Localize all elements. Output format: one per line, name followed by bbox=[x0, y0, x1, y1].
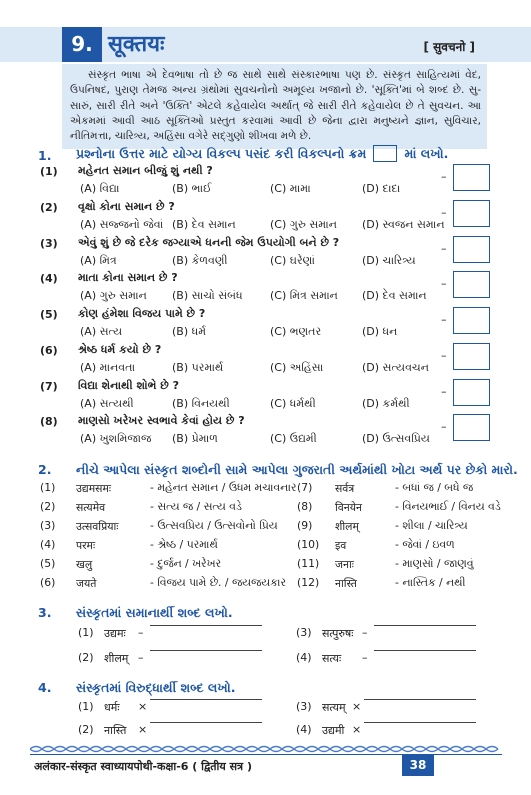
footer-wave-decoration bbox=[30, 744, 502, 754]
option-label: (D) દાદા bbox=[362, 182, 401, 195]
match-number: (7) bbox=[297, 481, 313, 494]
question-number: (8) bbox=[40, 415, 58, 428]
option-label: (B) વિનયથી bbox=[172, 397, 230, 410]
item-word: उद्यमः bbox=[104, 627, 126, 640]
cross-symbol: × bbox=[138, 723, 148, 736]
answer-dash: – bbox=[441, 349, 447, 362]
match-meanings: - વિનયભાઈ / વિનય વડે bbox=[395, 500, 501, 513]
option-label: (A) માનવતા bbox=[80, 361, 136, 374]
answer-box bbox=[453, 343, 490, 370]
option-label: (B) સાચો સંબંધ bbox=[172, 289, 243, 302]
option-label: (C) અહિંસા bbox=[270, 361, 324, 374]
option-label: (C) ગુરુ સમાન bbox=[270, 218, 337, 231]
match-number: (10) bbox=[297, 538, 320, 551]
option-label: (D) સત્યવચન bbox=[362, 361, 429, 374]
option-label: (D) કર્મથી bbox=[362, 397, 410, 410]
option-label: (D) સ્વજન સમાન bbox=[362, 218, 445, 231]
match-number: (11) bbox=[297, 557, 320, 570]
write-line bbox=[364, 699, 476, 700]
match-meanings: - બધાં જ / બધે જ bbox=[395, 481, 474, 494]
question-text: વૃક્ષો કોના સમાન છે ? bbox=[78, 200, 175, 213]
match-number: (12) bbox=[297, 576, 320, 589]
answer-dash: – bbox=[441, 242, 447, 255]
answer-box bbox=[453, 307, 490, 334]
answer-box bbox=[453, 379, 490, 406]
option-label: (A) સજ્જનો જેવાં bbox=[80, 218, 164, 231]
chapter-title: सूक्तयः bbox=[108, 32, 165, 57]
answer-dash: – bbox=[441, 170, 447, 183]
option-label: (D) ધન bbox=[362, 325, 398, 338]
answer-dash: – bbox=[441, 313, 447, 326]
option-label: (D) દેવ સમાન bbox=[362, 289, 427, 302]
match-meanings: - મહેનત સમાન / ઉધમ મચાવનાર bbox=[150, 481, 297, 494]
match-meanings: - સત્ય જ / સત્ય વડે bbox=[150, 500, 242, 513]
intro-panel bbox=[62, 64, 487, 149]
question-text: માણસો ખરેખર સ્વભાવે કેવાં હોય છે ? bbox=[78, 414, 245, 427]
item-word: उद्यमी bbox=[322, 724, 345, 737]
match-number: (5) bbox=[40, 557, 56, 570]
answer-dash: – bbox=[441, 385, 447, 398]
item-number: (2) bbox=[78, 723, 94, 736]
item-word: सत्यः bbox=[322, 652, 342, 665]
item-number: (2) bbox=[78, 651, 94, 664]
option-label: (B) પરમાર્થ bbox=[172, 361, 224, 374]
match-number: (4) bbox=[40, 538, 56, 551]
item-word: सत्पुरुषः bbox=[322, 627, 354, 640]
item-number: (4) bbox=[296, 651, 312, 664]
match-sanskrit-word: जयते bbox=[76, 577, 97, 590]
match-sanskrit-word: विनयेन bbox=[335, 501, 363, 514]
write-line bbox=[150, 699, 262, 700]
cross-symbol: × bbox=[352, 700, 362, 713]
question-text: એવું શું છે જે દરેક જગ્યાએ ધનની જેમ ઉપયોગી બને છે ? bbox=[78, 236, 340, 249]
section-4-title: સંસ્કૃતમાં વિરુદ્ધાર્થી શબ્દ લખો. bbox=[76, 680, 236, 695]
chapter-number: 9. bbox=[71, 32, 93, 56]
match-meanings: - વિજય પામે છે. / જયજયકાર bbox=[150, 576, 286, 589]
option-label: (C) ઘરેણાં bbox=[270, 254, 315, 267]
write-line bbox=[150, 650, 262, 651]
answer-box bbox=[453, 164, 490, 191]
item-word: सत्यम् bbox=[322, 701, 346, 714]
cross-symbol: × bbox=[138, 700, 148, 713]
answer-dash: – bbox=[441, 420, 447, 433]
match-sanskrit-word: शीलम् bbox=[335, 520, 359, 533]
question-text: મહેનત સમાન બીજું શું નથી ? bbox=[78, 164, 213, 177]
answer-box-sample bbox=[373, 145, 397, 162]
chapter-tag: [ सुवचनो ] bbox=[423, 40, 475, 54]
match-sanskrit-word: सत्यमेव bbox=[76, 501, 106, 514]
match-number: (1) bbox=[40, 481, 56, 494]
section-2-title: નીચે આપેલા સંસ્કૃત શબ્દોની સામે આપેલા ગુજરાતી અર્થમાંથી ખોટા અર્થ પર છેકો મારો. bbox=[76, 462, 518, 477]
footer-title: अलंकार-संस्कृत स्वाध्यायपोथी-कक्षा-6 ( द्वितीय सत्र ) bbox=[34, 760, 252, 773]
option-label: (B) દેવ સમાન bbox=[172, 218, 236, 231]
match-sanskrit-word: खलु bbox=[76, 558, 93, 571]
match-number: (6) bbox=[40, 576, 56, 589]
option-label: (C) ધર્મથી bbox=[270, 397, 316, 410]
answer-box bbox=[453, 236, 490, 263]
question-number: (3) bbox=[40, 237, 58, 250]
cross-symbol: × bbox=[352, 723, 362, 736]
dash-symbol: – bbox=[362, 651, 368, 664]
match-sanskrit-word: परमः bbox=[76, 539, 96, 552]
item-word: नास्ति bbox=[104, 724, 127, 737]
option-label: (B) પ્રેમાળ bbox=[172, 432, 218, 445]
question-number: (1) bbox=[40, 165, 58, 178]
section-4-number: 4. bbox=[38, 680, 52, 695]
dash-symbol: – bbox=[138, 626, 144, 639]
match-meanings: - માણસો / જાણવું bbox=[395, 557, 474, 570]
answer-box bbox=[453, 414, 490, 441]
option-label: (C) ઉદ્યમી bbox=[270, 432, 317, 445]
section-1-title: પ્રશ્નોના ઉત્તર માટે યોગ્ય વિકલ્પ પસંદ કરી વિકલ્પનો ક્રમ માં લખો. bbox=[76, 146, 449, 161]
section-3-number: 3. bbox=[38, 605, 52, 620]
match-number: (8) bbox=[297, 500, 313, 513]
option-label: (A) ગુરુ સમાન bbox=[80, 289, 147, 302]
option-label: (B) ભાઈ bbox=[172, 182, 212, 195]
dash-symbol: – bbox=[362, 626, 368, 639]
option-label: (D) ચારિત્ર્ય bbox=[362, 254, 416, 267]
question-text: કોણ હંમેશા વિજય પામે છે ? bbox=[78, 307, 206, 320]
item-number: (4) bbox=[296, 723, 312, 736]
match-sanskrit-word: जनाः bbox=[335, 558, 354, 571]
option-label: (A) વિદ્યા bbox=[80, 182, 120, 195]
option-label: (A) સત્ય bbox=[80, 325, 123, 338]
section-2-number: 2. bbox=[38, 462, 52, 477]
match-sanskrit-word: इव bbox=[335, 539, 347, 552]
intro-text: સંસ્કૃત ભાષા એ દેવભાષા તો છે જ સાથે સાથે સંસ્કારભાષા પણ છે. સંસ્કૃત સાહિત્યમાં વેદ, ઉપનિષદ, પુરાણ તેમજ અન્ય ગ્રંથોમાં સુવચનોનો અમૂલ્ય ખજાનો છે. 'સૂક્તિ'માં બે શબ્દ છે. સુ-સારું, સારી રીતે અને 'ઉક્તિ' એટલે કહેવાયેલ અર્થાત્ જે સારી રીતે કહેવાયેલ છે તે સુવચન. આ એકમમાં આવી આઠ સૂક્તિઓ પ્રસ્તુત કરવામાં આવી છે જેના દ્વારા મનુષ્યને જ્ઞાન, સુવિચાર, નીતિમત્તા, ચારિત્ર્ય, અહિંસા વગેરે સદ્ગુણો શીખવા મળે છે. bbox=[70, 69, 481, 143]
item-number: (1) bbox=[78, 626, 94, 639]
option-label: (A) મિત્ર bbox=[80, 254, 117, 267]
option-label: (C) મામા bbox=[270, 182, 311, 195]
answer-box bbox=[453, 271, 490, 298]
question-text: વિદ્યા શેનાથી શોભે છે ? bbox=[78, 379, 180, 392]
dash-symbol: – bbox=[138, 651, 144, 664]
page-number: 38 bbox=[402, 754, 434, 776]
item-number: (1) bbox=[78, 700, 94, 713]
write-line bbox=[150, 625, 262, 626]
match-sanskrit-word: सर्वत्र bbox=[335, 482, 355, 495]
match-sanskrit-word: उद्यमसमः bbox=[76, 482, 112, 495]
write-line bbox=[374, 625, 476, 626]
item-number: (3) bbox=[296, 626, 312, 639]
question-number: (5) bbox=[40, 308, 58, 321]
match-sanskrit-word: नास्ति bbox=[335, 577, 357, 590]
match-number: (9) bbox=[297, 519, 313, 532]
answer-dash: – bbox=[441, 206, 447, 219]
question-number: (7) bbox=[40, 380, 58, 393]
match-meanings: - શીલા / ચારિત્ર્ય bbox=[395, 519, 468, 532]
option-label: (A) સત્યથી bbox=[80, 397, 134, 410]
option-label: (A) ખુશમિજાજ bbox=[80, 432, 152, 445]
write-line bbox=[364, 722, 476, 723]
question-number: (2) bbox=[40, 201, 58, 214]
question-number: (4) bbox=[40, 272, 58, 285]
match-meanings: - જેવાં / ઇવળ bbox=[395, 538, 455, 551]
item-number: (3) bbox=[296, 700, 312, 713]
match-number: (3) bbox=[40, 519, 56, 532]
write-line bbox=[374, 650, 476, 651]
match-number: (2) bbox=[40, 500, 56, 513]
option-label: (C) મિત્ર સમાન bbox=[270, 289, 338, 302]
question-text: માતા કોના સમાન છે ? bbox=[78, 271, 178, 284]
match-meanings: - નાસ્તિક / નથી bbox=[395, 576, 466, 589]
section-3-title: સંસ્કૃતમાં સમાનાર્થી શબ્દ લખો. bbox=[76, 605, 233, 620]
section-1-number: 1. bbox=[38, 148, 52, 163]
option-label: (C) ભણતર bbox=[270, 325, 322, 338]
answer-box bbox=[453, 200, 490, 227]
write-line bbox=[150, 722, 262, 723]
question-number: (6) bbox=[40, 344, 58, 357]
match-meanings: - ઉત્સવપ્રિય / ઉત્સવોનો પ્રિય bbox=[150, 519, 278, 532]
match-meanings: - દુર્જન / ખરેખર bbox=[150, 557, 222, 570]
option-label: (D) ઉત્સવપ્રિય bbox=[362, 432, 430, 445]
question-text: શ્રેષ્ઠ ધર્મ કયો છે ? bbox=[78, 343, 162, 356]
option-label: (B) કેળવણી bbox=[172, 254, 228, 267]
item-word: शीलम् bbox=[104, 652, 129, 665]
item-word: धर्मः bbox=[104, 701, 120, 714]
match-meanings: - શ્રેષ્ઠ / પરમાર્થ bbox=[150, 538, 218, 551]
match-sanskrit-word: उत्सवप्रियाः bbox=[76, 520, 119, 533]
answer-dash: – bbox=[441, 277, 447, 290]
option-label: (B) ધર્મ bbox=[172, 325, 206, 338]
